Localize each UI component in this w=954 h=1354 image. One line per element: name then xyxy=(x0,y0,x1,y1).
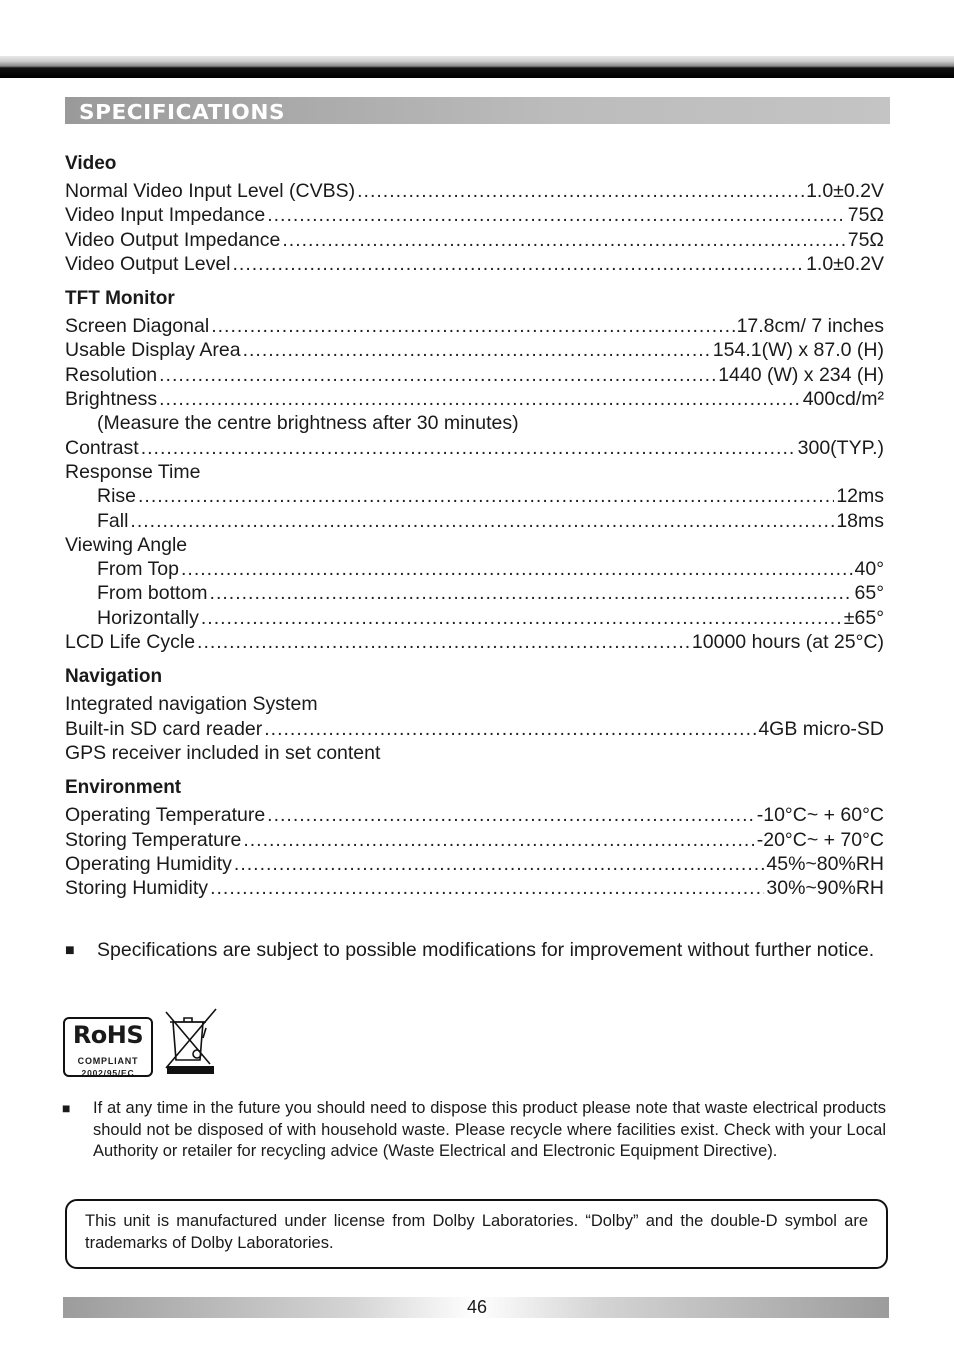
spec-value: 30%~90%RH xyxy=(766,877,884,900)
spec-row xyxy=(65,692,884,716)
spec-label: Rise xyxy=(97,485,137,508)
spec-value: 17.8cm/ 7 inches xyxy=(736,315,884,338)
spec-row xyxy=(65,581,884,605)
dot-leader xyxy=(282,228,845,252)
dot-leader xyxy=(210,581,853,605)
spec-row xyxy=(65,876,884,900)
spec-value: 300(TYP.) xyxy=(797,436,884,459)
spec-value: 75Ω xyxy=(847,204,884,227)
spec-label: Operating Temperature xyxy=(65,804,266,827)
spec-row xyxy=(65,803,884,827)
spec-row xyxy=(65,436,884,460)
section-title: SPECIFICATIONS xyxy=(79,100,286,124)
spec-label: Brightness xyxy=(65,388,158,411)
dot-leader xyxy=(159,387,801,411)
dot-leader xyxy=(243,338,711,362)
spec-row xyxy=(65,509,884,533)
spec-label: Response Time xyxy=(65,460,201,483)
spec-label: (Measure the centre brightness after 30 minutes) xyxy=(97,412,519,435)
disposal-note xyxy=(62,1098,886,1163)
page-number: 46 xyxy=(466,1297,488,1317)
spec-row xyxy=(65,228,884,252)
spec-value: -20°C~ + 70°C xyxy=(756,828,884,851)
spec-group xyxy=(65,148,884,276)
spec-label: Video Output Impedance xyxy=(65,228,281,251)
dot-leader xyxy=(197,630,690,654)
header-rule xyxy=(0,56,954,78)
spec-label: Storing Humidity xyxy=(65,877,209,900)
dot-leader xyxy=(234,852,764,876)
spec-value: ±65° xyxy=(843,606,884,629)
spec-group-title: TFT Monitor xyxy=(65,288,175,310)
disposal-note-text: If at any time in the future you should need to dispose this product please note that waste electrical products should not be disposed of with household waste. Please recycle where facilities exist. Check with your Local Authority or retailer for recycling advice (Waste Electrical and Electronic Equipment Directive). xyxy=(93,1099,886,1160)
spec-row xyxy=(65,828,884,852)
section-header xyxy=(65,97,890,124)
spec-row xyxy=(65,179,884,203)
spec-label: From Top xyxy=(97,558,179,581)
spec-value: -10°C~ + 60°C xyxy=(756,804,884,827)
spec-value: 10000 hours (at 25°C) xyxy=(691,631,884,654)
spec-group xyxy=(65,772,884,900)
dot-leader xyxy=(181,557,853,581)
spec-value: 65° xyxy=(854,582,884,605)
spec-group-title: Video xyxy=(65,153,117,174)
spec-list xyxy=(65,148,884,907)
spec-row xyxy=(65,717,884,741)
spec-label: Fall xyxy=(97,509,129,532)
dot-leader xyxy=(159,363,716,387)
spec-row xyxy=(65,338,884,362)
spec-value: 400cd/m² xyxy=(802,388,884,411)
crossed-out-wheelie-bin-icon xyxy=(163,1008,219,1076)
bullet-square-icon: ■ xyxy=(65,942,75,959)
spec-group-title: Navigation xyxy=(65,666,163,688)
spec-row xyxy=(65,557,884,581)
spec-value: 1.0±0.2V xyxy=(806,180,884,202)
dot-leader xyxy=(267,203,846,227)
spec-label: Contrast xyxy=(65,436,139,459)
spec-value: 1.0±0.2V xyxy=(806,252,884,275)
spec-label: Video Input Impedance xyxy=(65,204,266,227)
spec-value: 12ms xyxy=(836,485,884,508)
rohs-title: RoHS xyxy=(72,1021,144,1049)
dot-leader xyxy=(357,179,804,203)
spec-group xyxy=(65,661,884,765)
spec-label: Video Output Level xyxy=(65,252,231,275)
spec-group-title: Environment xyxy=(65,777,182,799)
spec-value: 1440 (W) x 234 (H) xyxy=(718,363,884,386)
spec-value: 45%~80%RH xyxy=(766,852,884,875)
dot-leader xyxy=(267,803,755,827)
spec-row xyxy=(65,460,884,484)
bullet-square-icon: ■ xyxy=(62,1100,71,1116)
spec-change-note xyxy=(65,938,890,963)
spec-label: From bottom xyxy=(97,582,208,605)
spec-label: Built-in SD card reader xyxy=(65,717,263,740)
spec-label: Storing Temperature xyxy=(65,828,242,851)
spec-row xyxy=(65,852,884,876)
spec-change-note-text: Specifications are subject to possible modifications for improvement without further notice. xyxy=(97,939,875,961)
dot-leader xyxy=(130,509,834,533)
spec-row xyxy=(65,630,884,654)
dot-leader xyxy=(211,314,734,338)
spec-label: Horizontally xyxy=(97,606,199,629)
spec-label: Integrated navigation System xyxy=(65,693,318,716)
spec-value: 4GB micro-SD xyxy=(758,717,884,740)
spec-value: 154.1(W) x 87.0 (H) xyxy=(712,339,884,362)
spec-row xyxy=(65,606,884,630)
rohs-compliant: COMPLIANT xyxy=(77,1056,139,1066)
dot-leader xyxy=(264,717,756,741)
dot-leader xyxy=(210,876,764,900)
spec-group xyxy=(65,283,884,654)
spec-value: 40° xyxy=(854,558,884,581)
spec-label: Viewing Angle xyxy=(65,533,188,556)
dot-leader xyxy=(141,436,796,460)
spec-label: Normal Video Input Level (CVBS) xyxy=(65,180,356,202)
dolby-notice-box xyxy=(65,1199,888,1269)
spec-label: LCD Life Cycle xyxy=(65,631,196,654)
dot-leader xyxy=(243,828,754,852)
spec-row xyxy=(65,741,884,765)
spec-label: Resolution xyxy=(65,363,158,386)
rohs-logo xyxy=(63,1017,153,1077)
spec-row xyxy=(65,203,884,227)
dot-leader xyxy=(233,252,805,276)
spec-label: GPS receiver included in set content xyxy=(65,741,381,764)
spec-row xyxy=(65,484,884,508)
spec-value: 18ms xyxy=(836,509,884,532)
spec-row xyxy=(65,363,884,387)
spec-value: 75Ω xyxy=(847,228,884,251)
dot-leader xyxy=(201,606,842,630)
spec-label: Usable Display Area xyxy=(65,339,241,362)
dot-leader xyxy=(138,484,834,508)
spec-label: Screen Diagonal xyxy=(65,315,210,338)
spec-row xyxy=(65,314,884,338)
spec-label: Operating Humidity xyxy=(65,852,232,875)
dolby-notice-text: This unit is manufactured under license from Dolby Laboratories. “Dolby” and the double-D symbol are trademarks of Dolby Laboratories. xyxy=(85,1212,868,1252)
spec-row xyxy=(65,252,884,276)
rohs-directive: 2002/95/EC xyxy=(81,1068,135,1078)
spec-row xyxy=(65,411,884,435)
spec-row xyxy=(65,387,884,411)
spec-row xyxy=(65,533,884,557)
